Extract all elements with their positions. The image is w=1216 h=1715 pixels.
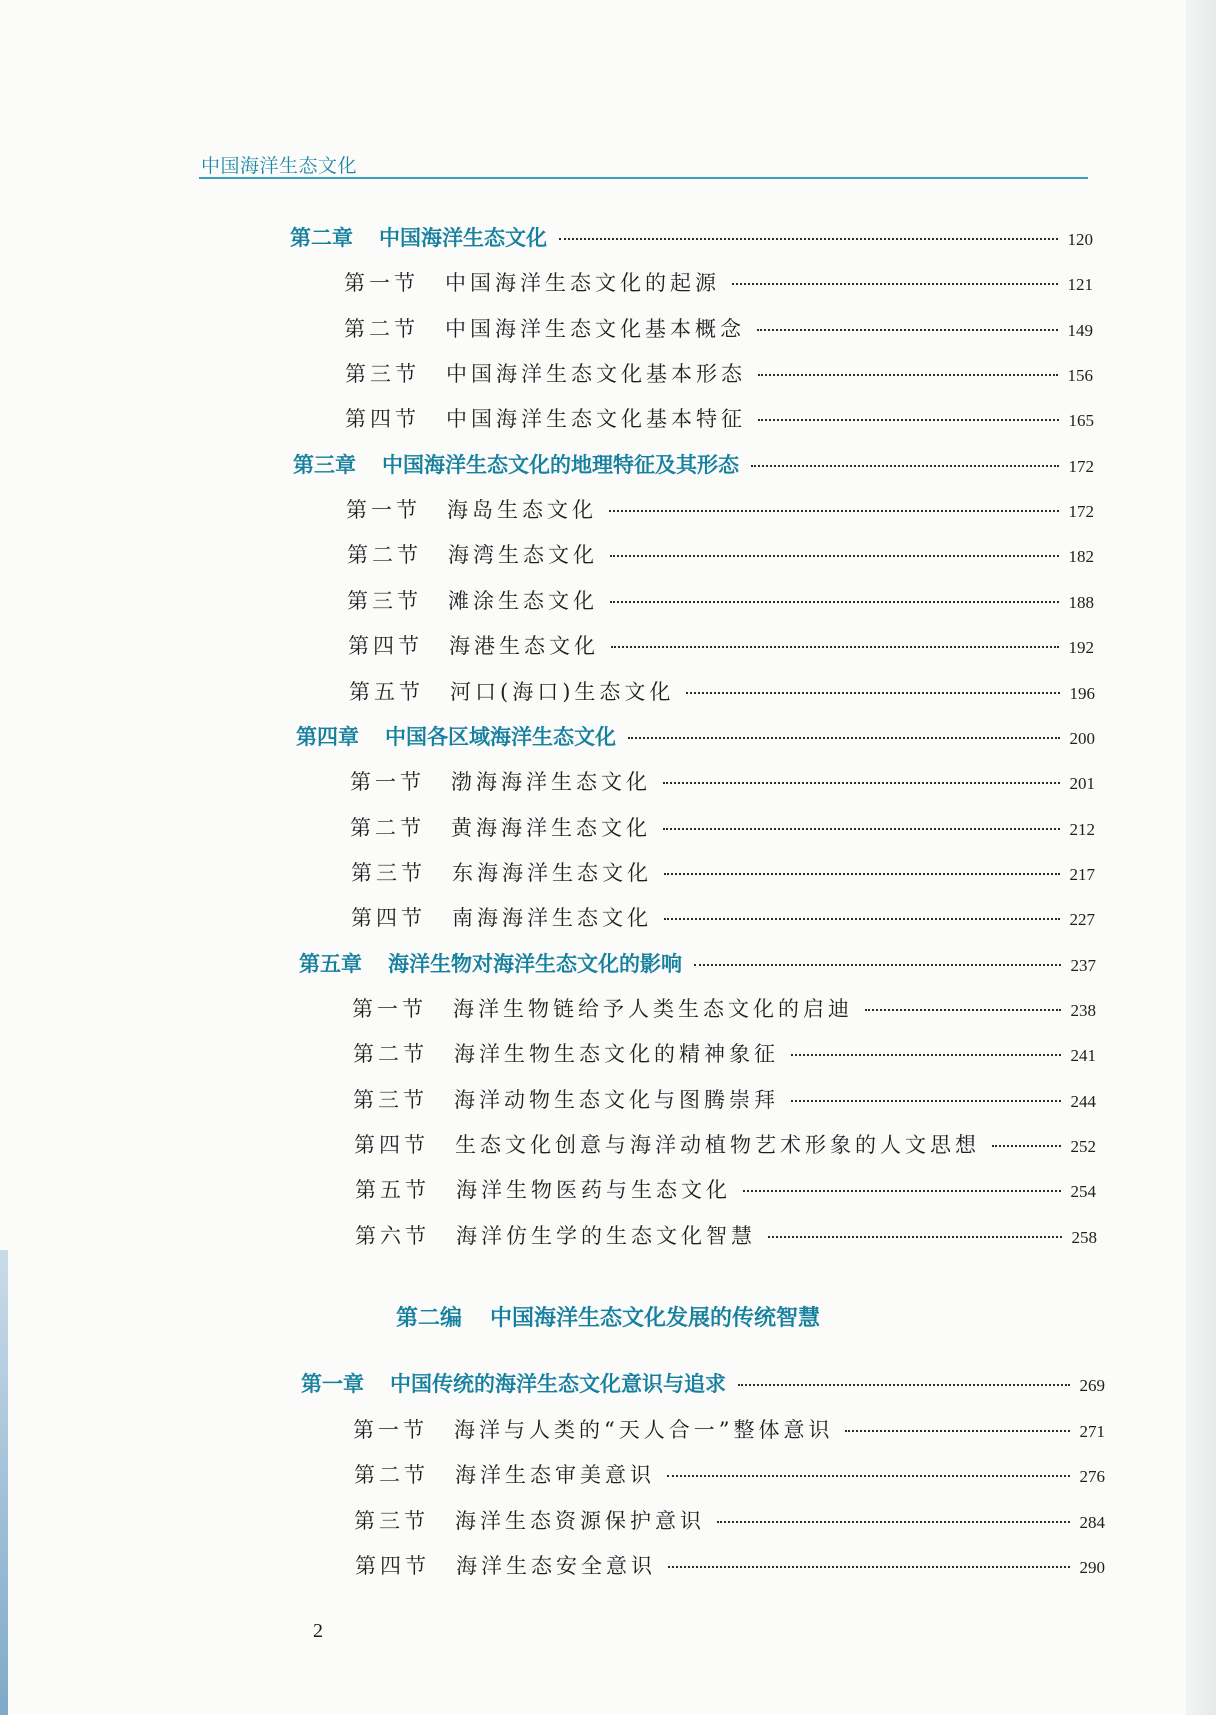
toc-entry-title: 黄海海洋生态文化 — [451, 815, 651, 840]
toc-section-row — [350, 812, 1095, 848]
dot-leader — [667, 1475, 1070, 1477]
toc-entry-page: 121 — [1067, 275, 1093, 295]
toc-entry-title: 海洋动物生态文化与图腾崇拜 — [454, 1087, 779, 1112]
dot-leader — [751, 465, 1059, 467]
toc-section-row — [347, 585, 1094, 621]
toc-entry-page: 276 — [1079, 1467, 1105, 1486]
dot-leader — [738, 1384, 1070, 1386]
toc-entry-number: 第一节 — [344, 271, 419, 296]
dot-leader — [663, 782, 1060, 784]
toc-chapter-row — [293, 449, 1094, 485]
toc-entry-title: 海洋生态资源保护意识 — [455, 1508, 705, 1533]
toc-entry-page: 200 — [1069, 728, 1095, 748]
part-number: 第二编 — [395, 1306, 462, 1331]
toc-entry-page: 269 — [1079, 1376, 1105, 1395]
dot-leader — [717, 1521, 1070, 1523]
toc-entry-title: 海洋仿生学的生态文化智慧 — [456, 1223, 756, 1248]
toc-entry-page: 165 — [1068, 411, 1094, 431]
toc-entry-number: 第二章 — [290, 226, 353, 250]
dot-leader — [845, 1430, 1069, 1432]
toc-entry-number: 第二节 — [353, 1042, 428, 1067]
toc-entry-title: 海洋生态安全意识 — [456, 1554, 656, 1578]
toc-entry-number: 第一节 — [352, 996, 427, 1021]
toc-entry-title: 海洋生物生态文化的精神象征 — [454, 1042, 779, 1067]
dot-leader — [663, 828, 1060, 830]
toc-section-row — [352, 993, 1096, 1029]
dot-leader — [611, 646, 1059, 648]
toc-section-row — [355, 1550, 1105, 1586]
toc-section-row — [348, 630, 1094, 666]
toc-entry-page: 192 — [1068, 638, 1094, 658]
toc-entry-number: 第四节 — [348, 634, 423, 659]
toc-entry-number: 第一节 — [353, 1417, 428, 1442]
toc-section-row — [349, 676, 1095, 712]
toc-entry-number: 第三节 — [347, 588, 422, 613]
toc-entry-number: 第一节 — [350, 770, 425, 795]
toc-entry-number: 第一章 — [301, 1372, 364, 1396]
toc-entry-title: 中国各区域海洋生态文化 — [385, 724, 616, 749]
toc-entry-page: 227 — [1069, 910, 1095, 930]
toc-entry-page: 201 — [1069, 774, 1095, 794]
toc-section-row — [344, 267, 1093, 303]
toc-entry-number: 第二节 — [354, 1463, 429, 1487]
toc-entry-title: 海洋与人类的“天人合一”整体意识 — [454, 1417, 834, 1442]
toc-entry-title: 中国海洋生态文化基本形态 — [446, 362, 746, 387]
dot-leader — [694, 964, 1061, 966]
part-title-text: 中国海洋生态文化发展的传统智慧 — [490, 1306, 821, 1331]
dot-leader — [559, 238, 1058, 240]
toc-entry-number: 第五节 — [349, 679, 424, 704]
dot-leader — [791, 1100, 1061, 1102]
toc-entry-page: 120 — [1067, 230, 1093, 249]
toc-entry-title: 中国传统的海洋生态文化意识与追求 — [390, 1372, 726, 1396]
toc-entry-page: 182 — [1068, 547, 1094, 567]
toc-entry-title: 海湾生态文化 — [448, 543, 598, 568]
dot-leader — [628, 737, 1060, 739]
dot-leader — [664, 918, 1060, 920]
toc-entry-page: 212 — [1069, 819, 1095, 839]
toc-section-row — [354, 1129, 1096, 1165]
toc-section-row — [345, 358, 1093, 394]
dot-leader — [686, 692, 1059, 694]
running-head: 中国海洋生态文化 — [201, 155, 358, 177]
dot-leader — [668, 1566, 1070, 1568]
toc-entry-page: 244 — [1070, 1091, 1096, 1111]
toc-entry-title: 海岛生态文化 — [447, 498, 597, 523]
toc-entry-title: 中国海洋生态文化基本特征 — [446, 407, 746, 432]
toc-entry-title: 中国海洋生态文化 — [379, 226, 547, 250]
dot-leader — [758, 419, 1059, 421]
toc-entry-title: 南海海洋生态文化 — [452, 906, 652, 931]
toc-entry-number: 第二节 — [347, 543, 422, 568]
toc-entry-page: 290 — [1079, 1558, 1105, 1577]
toc-chapter-row — [301, 1368, 1105, 1404]
toc-entry-page: 196 — [1069, 683, 1095, 703]
dot-leader — [610, 555, 1059, 557]
toc-entry-page: 284 — [1079, 1512, 1105, 1532]
toc-chapter-row — [290, 222, 1093, 258]
toc-entry-page: 188 — [1068, 592, 1094, 612]
toc-entry-page: 237 — [1070, 955, 1096, 975]
dot-leader — [992, 1145, 1061, 1147]
toc-entry-title: 中国海洋生态文化基本概念 — [445, 316, 745, 341]
toc-section-row — [355, 1174, 1096, 1210]
toc-entry-number: 第六节 — [355, 1223, 430, 1248]
toc-section-row — [353, 1084, 1096, 1120]
toc-entry-title: 海洋生物对海洋生态文化的影响 — [388, 951, 682, 976]
page-number: 2 — [313, 1620, 323, 1642]
toc-entry-page: 172 — [1068, 502, 1094, 522]
dot-leader — [610, 601, 1059, 603]
part-title — [0, 1301, 1216, 1332]
toc-entry-number: 第四节 — [354, 1133, 429, 1157]
dot-leader — [768, 1236, 1062, 1238]
toc-section-row — [353, 1414, 1105, 1450]
toc-entry-number: 第三章 — [293, 452, 356, 477]
toc-section-row — [350, 766, 1095, 802]
toc-entry-title: 中国海洋生态文化的起源 — [445, 271, 720, 296]
toc-section-row — [355, 1220, 1097, 1256]
dot-leader — [732, 283, 1058, 285]
toc-entry-page: 252 — [1070, 1137, 1096, 1156]
toc-entry-title: 海洋生态审美意识 — [455, 1463, 655, 1487]
toc-chapter-row — [299, 948, 1096, 984]
toc-section-row — [354, 1459, 1105, 1495]
toc-entry-page: 258 — [1071, 1227, 1097, 1247]
dot-leader — [758, 374, 1058, 376]
dot-leader — [664, 873, 1060, 875]
toc-entry-page: 241 — [1070, 1046, 1096, 1066]
toc-entry-title: 海洋生物医药与生态文化 — [456, 1178, 731, 1203]
toc-section-row — [344, 313, 1093, 349]
toc-entry-title: 海港生态文化 — [449, 634, 599, 659]
toc-entry-number: 第四节 — [351, 906, 426, 931]
toc-entry-page: 238 — [1070, 1000, 1096, 1020]
toc-section-row — [351, 857, 1095, 893]
toc-section-row — [345, 403, 1094, 439]
toc-section-row — [346, 494, 1094, 530]
toc-entry-number: 第四节 — [355, 1554, 430, 1578]
toc-section-row — [353, 1038, 1096, 1074]
toc-entry-title: 生态文化创意与海洋动植物艺术形象的人文思想 — [455, 1133, 980, 1157]
toc-entry-title: 东海海洋生态文化 — [452, 860, 652, 885]
toc-entry-number: 第三节 — [345, 362, 420, 387]
toc-entry-page: 217 — [1069, 864, 1095, 884]
toc-entry-number: 第五章 — [299, 951, 362, 976]
toc-entry-number: 第三节 — [351, 860, 426, 885]
dot-leader — [609, 510, 1059, 512]
toc-entry-number: 第四节 — [345, 407, 420, 432]
toc-entry-title: 渤海海洋生态文化 — [451, 770, 651, 795]
toc-entry-number: 第四章 — [296, 724, 359, 749]
toc-section-row — [354, 1505, 1105, 1541]
toc-entry-page: 156 — [1067, 366, 1093, 386]
toc-entry-number: 第三节 — [353, 1087, 428, 1112]
toc-entry-number: 第二节 — [344, 316, 419, 341]
toc-entry-number: 第三节 — [354, 1508, 429, 1533]
toc-section-row — [351, 902, 1095, 938]
toc-entry-title: 海洋生物链给予人类生态文化的启迪 — [453, 996, 853, 1021]
toc-section-row — [347, 539, 1094, 575]
toc-entry-page: 254 — [1070, 1182, 1096, 1202]
toc-entry-page: 172 — [1068, 456, 1094, 476]
toc-entry-number: 第二节 — [350, 815, 425, 840]
dot-leader — [791, 1054, 1061, 1056]
toc-entry-title: 滩涂生态文化 — [448, 588, 598, 613]
toc-entry-number: 第一节 — [346, 498, 421, 523]
dot-leader — [757, 329, 1058, 331]
toc-entry-page: 149 — [1067, 320, 1093, 340]
toc-entry-title: 河口(海口)生态文化 — [450, 679, 675, 704]
toc-entry-page: 271 — [1079, 1421, 1105, 1441]
toc-chapter-row — [296, 721, 1095, 757]
dot-leader — [865, 1009, 1061, 1011]
dot-leader — [743, 1190, 1061, 1192]
toc-entry-title: 中国海洋生态文化的地理特征及其形态 — [382, 452, 739, 477]
toc-entry-number: 第五节 — [355, 1178, 430, 1203]
